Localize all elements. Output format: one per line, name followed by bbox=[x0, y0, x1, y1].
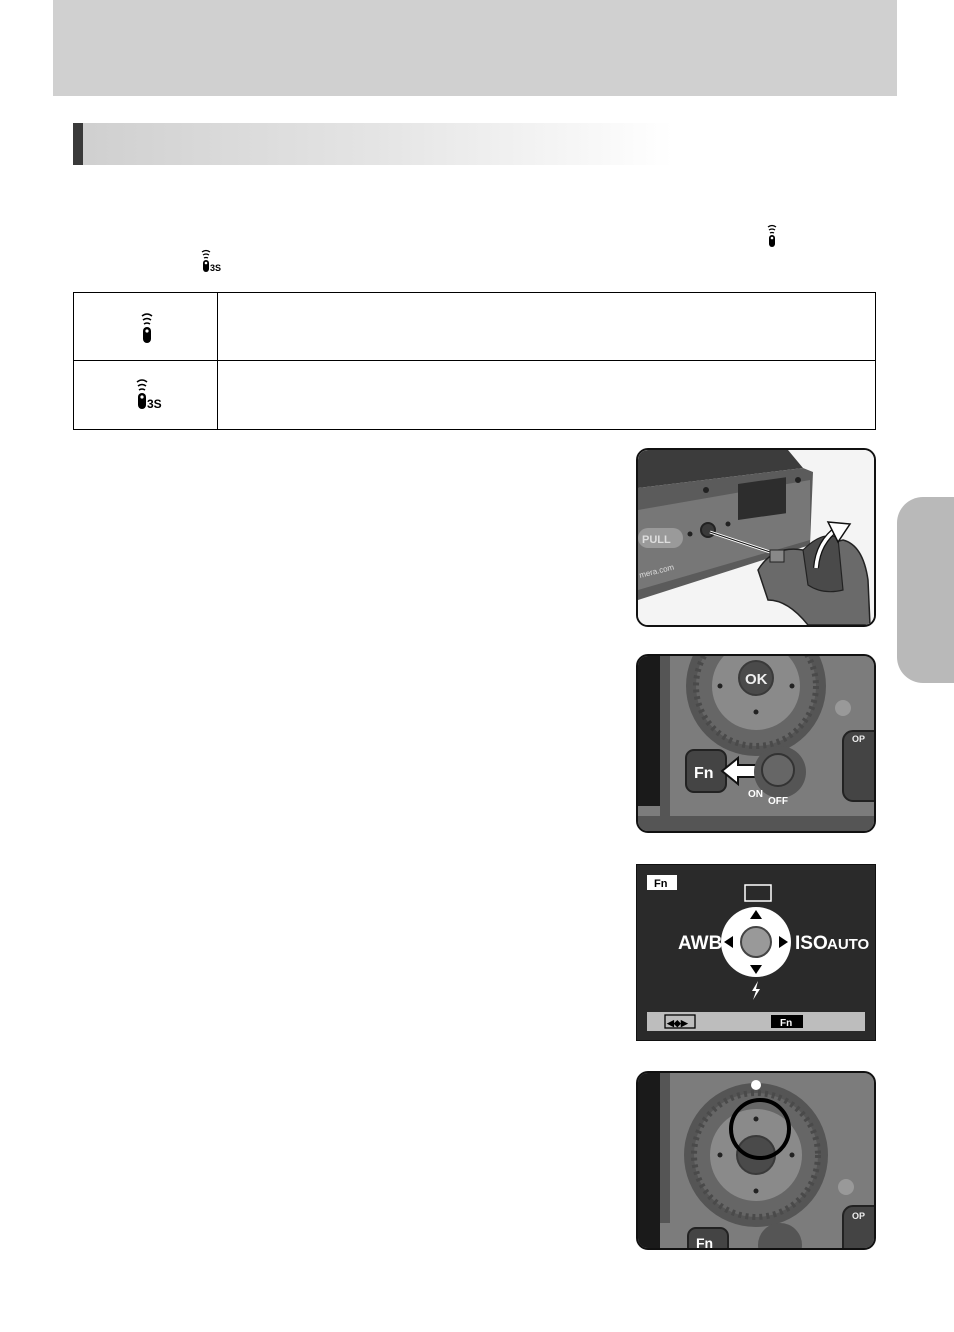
figure-camera-remote-sensor bbox=[636, 448, 876, 627]
table-row bbox=[74, 293, 217, 360]
op-label: OP bbox=[852, 734, 866, 744]
ok-button-label: OK bbox=[745, 671, 768, 688]
chapter-side-tab bbox=[897, 497, 954, 683]
page-header-band bbox=[53, 0, 897, 96]
figure-controller-up-button bbox=[636, 1071, 876, 1250]
remote-3s-suffix: 3S bbox=[210, 263, 222, 273]
remote-control-icon bbox=[138, 312, 156, 344]
remote-control-icon bbox=[765, 224, 779, 248]
figure-fn-button bbox=[636, 654, 876, 833]
table-column-divider bbox=[217, 293, 218, 429]
section-title-bar bbox=[73, 123, 673, 165]
remote-mode-table bbox=[73, 292, 876, 430]
remote-control-3s-delay-icon bbox=[133, 378, 167, 410]
fn-button-label: Fn bbox=[694, 765, 714, 782]
op-label: OP bbox=[852, 1211, 866, 1221]
footer-arrows: ◀◆▶ bbox=[667, 1018, 688, 1028]
footer-fn-label: Fn bbox=[780, 1018, 793, 1029]
on-label: ON bbox=[748, 789, 763, 800]
section-title-accent bbox=[73, 123, 83, 165]
iso-label: ISO bbox=[795, 933, 828, 954]
url-fragment-label: mera.com bbox=[638, 562, 675, 580]
table-row bbox=[74, 360, 217, 430]
iso-value: AUTO bbox=[827, 936, 870, 953]
remote-3s-label: 3S bbox=[147, 397, 162, 410]
off-label: OFF bbox=[768, 796, 788, 807]
remote-control-3s-delay-icon bbox=[199, 249, 225, 273]
fn-badge: Fn bbox=[654, 878, 668, 890]
figure-fn-menu-screen bbox=[636, 864, 876, 1041]
fn-button-label: Fn bbox=[696, 1235, 714, 1248]
brand-fragment-label: PULL bbox=[642, 534, 671, 546]
awb-label: AWB bbox=[678, 933, 723, 954]
